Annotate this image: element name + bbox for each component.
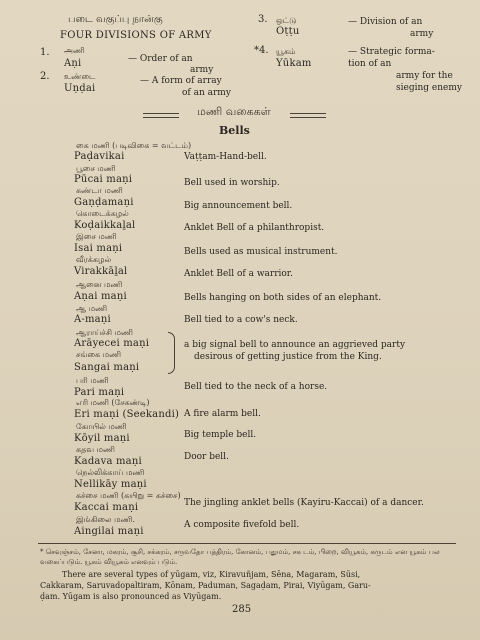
army-tamil-title: படை வகுப்பு நான்கு [68, 14, 163, 25]
book-page: படை வகுப்பு நான்கு FOUR DIVISIONS OF ARMY 1. அணி Aṇi — Order of an army 2. உண்டை Uṇḍai — A form of array of an army 3. ஒட்டு Oṭṭu — Division of an army *4. யூகம் Yūkam — Strategic forma- tion of an army for the sieging enemy மணி வகைகள் Bells கை மணி (படிவிகை = வட்டம்) Paḍavikai Vaṭṭam-Hand-bell. பூசை மணி Pūcai maṇi Bell used in worship. கண்டா மணி Gaṇḍamaṇi Big announcement bell. கொடைக்கழல் Koḍaikkaḻal Anklet Bell of a philanthropist. இசை மணி Isai maṇi Bells used as musical instrument. வீரக்கழல் Virakkāḻal Anklet Bell of a warrior. ஆனை மணி Aṇai maṇi Bells hanging on both sides of an elephant. ஆ மணி A-maṇi Bell tied to a cow's neck. ஆராய்ச்சி மணி Arāyecei maṇi a big signal bell to announce an aggrieved party desirous of getting justice from the King. சங்கை மணி Sangai maṇi பரி மணி Pari maṇi Bell tied to the neck of a horse. எரி மணி (சேகண்டி) Eri maṇi (Seekandi) A fire alarm bell. கோயில் மணி Kōyil maṇi Big temple bell. கதவ மணி Kadava maṇi Door bell. நெல்லிக்காய் மணி Nellikāy maṇi கச்சை மணி (கயிறு = கச்சை) Kaccai maṇi The jingling anklet bells (Kayiru-Kaccai) of a dancer. இங்கிலை மணி. Aingilai maṇi A composite fivefold bell. * செவுஞ்சம், சேனா, மகரம், சூசி, சக்கரம், சருவதோ பத்திரம், கோனம், பதுமம், சக டம், பிறை, வியூகம், கருடம் என யூகம் பல வகைப்படும். யூகம் வியூகம் எனவும் படும். There are several types of yūgam, viz, Kiravuñjam, Sēna, Magaram, Sūsi, Cakkaram, Saruvadopaltiram, Kōnam, Paduman, Sagaḍam, Pirai, Viyūgam, Garu- ḍam. Yūgam is also pronounced as Viyūgam. 285 [0, 0, 480, 640]
page-number: 285 [232, 604, 252, 615]
bracket-brace [168, 332, 175, 374]
heading-rule-right [290, 113, 326, 114]
army-english-title: FOUR DIVISIONS OF ARMY [60, 30, 212, 41]
footnote-rule [38, 543, 456, 544]
heading-rule-left [143, 113, 179, 114]
bells-tamil-heading: மணி வகைகள் [197, 105, 271, 118]
footnote-tamil: * செவுஞ்சம், சேனா, மகரம், சூசி, சக்கரம், சருவதோ பத்திரம், கோனம், பதுமம், சக டம், பிறை, வியூகம், கருடம் என யூகம் பல வகைப்படும். யூகம் வியூகம் எனவும் படும். [40, 548, 440, 566]
heading-rule-right [290, 117, 326, 118]
bells-english-heading: Bells [219, 124, 250, 137]
heading-rule-left [143, 117, 179, 118]
